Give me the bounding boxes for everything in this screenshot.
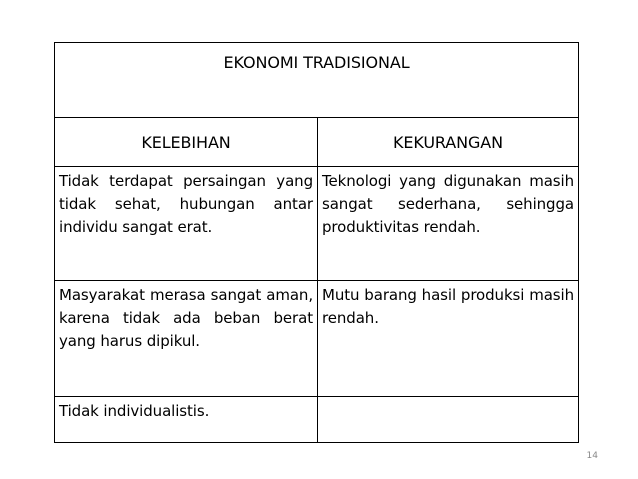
page-number: 14 (586, 451, 598, 461)
table-title: EKONOMI TRADISIONAL (55, 43, 579, 118)
table-row (55, 397, 579, 443)
header-advantages: KELEBIHAN (55, 118, 318, 167)
disadvantage-cell: Mutu barang hasil produksi masih rendah. (318, 281, 579, 397)
advantage-cell: Masyarakat merasa sangat aman, karena tidak ada beban berat yang harus dipikul. (55, 281, 318, 397)
table-title-row (55, 43, 579, 118)
table-header-row (55, 118, 579, 167)
advantage-cell: Tidak terdapat persaingan yang tidak sehat, hubungan antar individu sangat erat. (55, 167, 318, 281)
disadvantage-cell: Teknologi yang digunakan masih sangat sederhana, sehingga produktivitas rendah. (318, 167, 579, 281)
economy-comparison-table (54, 42, 579, 443)
table-row (55, 167, 579, 281)
header-disadvantages: KEKURANGAN (318, 118, 579, 167)
table-row (55, 281, 579, 397)
disadvantage-cell (318, 397, 579, 443)
advantage-cell: Tidak individualistis. (55, 397, 318, 443)
